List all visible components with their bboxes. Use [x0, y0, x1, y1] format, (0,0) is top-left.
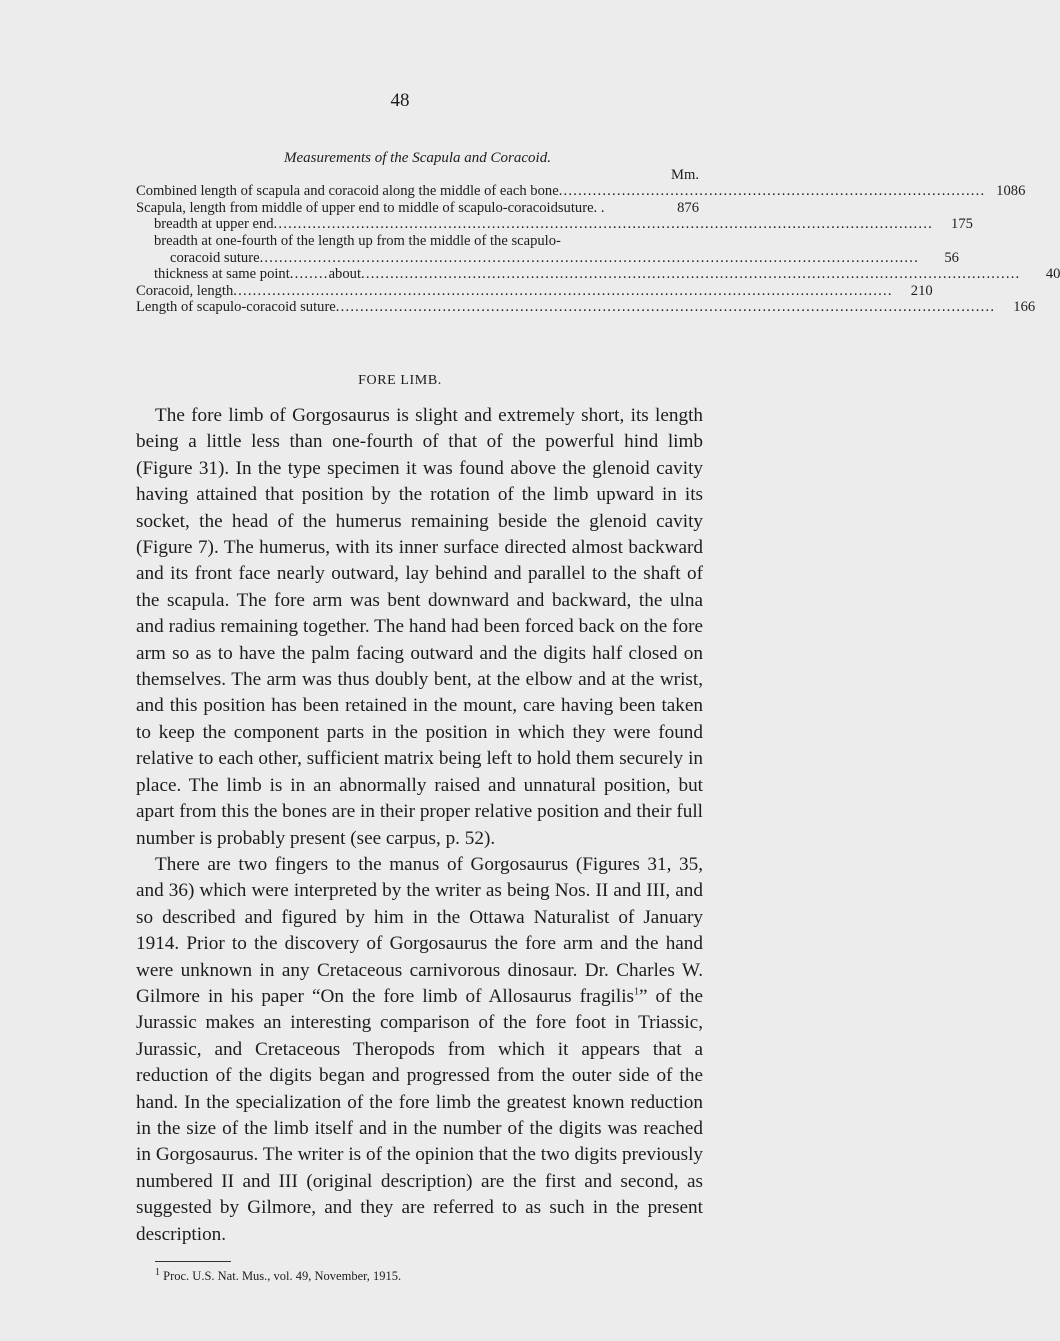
paragraph	[136, 852, 703, 1248]
row-label: Length of scapulo-coracoid suture	[136, 299, 336, 316]
row-value: 166	[1013, 299, 1036, 316]
table-row	[136, 183, 1026, 200]
measurements-table	[136, 150, 1060, 316]
table-row	[136, 249, 959, 267]
row-value: 56	[944, 249, 959, 266]
table-title: Measurements of the Scapula and Coracoid.	[284, 150, 551, 166]
footnote-divider	[155, 1261, 231, 1262]
row-value: 175	[951, 216, 973, 233]
table-row	[136, 282, 933, 300]
leader-dots: ........................................................................................................................................	[233, 282, 893, 299]
leader-dots: ........	[289, 266, 329, 283]
footnote-marker: 1	[155, 1266, 160, 1278]
paragraph-text: ” of the Jurassic makes an interesting comparison of the fore foot in Triassic, Jurassic, and Cretaceous Theropods from which it appears that a reduction of the digits began and progressed from the outer side of the hand. In the specialization of the fore limb the greatest known reduction in the size of the limb itself and in the number of the digits was reached in Gorgosaurus. The writer is of the opinion that the two digits previously numbered II and III (original description) are the first and second, as suggested by Gilmore, and they are referred to as such in the present description.	[136, 985, 703, 1245]
footnote	[155, 1266, 402, 1284]
row-label: thickness at same point	[154, 266, 290, 283]
row-label: breadth at one-fourth of the length up from the middle of the scapulo-	[154, 232, 561, 249]
row-qualifier: about	[328, 266, 362, 283]
row-label: Coracoid, length	[136, 282, 234, 299]
row-label: Scapula, length from middle of upper end to middle of scapulo-coracoidsuture. .	[136, 199, 605, 216]
footnote-reference: 1	[634, 986, 639, 998]
paragraph: The fore limb of Gorgosaurus is slight and extremely short, its length being a little less than one-fourth of that of the powerful hind limb (Figure 31). In the type specimen it was found above the glenoid cavity having attained that position by the rotation of the limb upward in its socket, the head of the humerus remaining beside the glenoid cavity (Figure 7). The humerus, with its inner surface directed almost backward and its front face nearly outward, lay behind and parallel to the shaft of the scapula. The fore arm was bent downward and backward, the ulna and radius remaining together. The hand had been forced back on the fore arm so as to have the palm facing outward and the digits half closed on themselves. The arm was thus doubly bent, at the elbow and at the wrist, and this position has been retained in the mount, care having been taken to keep the component parts in the position in which they were found relative to each other, sufficient matrix being left to hold them securely in place. The limb is in an abnormally raised and unnatural position, but apart from this the bones are in their proper relative position and their full number is probably present (see carpus, p. 52).	[136, 405, 703, 849]
unit-header: Mm.	[671, 166, 699, 183]
footnote-text: Proc. U.S. Nat. Mus., vol. 49, November, 1915.	[163, 1269, 402, 1283]
row-label: Combined length of scapula and coracoid along the middle of each bone	[136, 183, 559, 200]
page-number: 48	[390, 90, 410, 111]
body-text	[136, 403, 703, 1248]
table-row	[136, 299, 1036, 316]
row-value: 40	[1045, 266, 1060, 283]
row-value: 210	[910, 282, 933, 299]
leader-dots: ........................................................................................................................................	[361, 266, 1021, 283]
leader-dots: ........................................................................................................................................	[335, 299, 996, 316]
section-heading: FORE LIMB.	[358, 373, 442, 388]
leader-dots: ........................................................................................................................................	[259, 249, 919, 266]
row-value: 1086	[996, 183, 1026, 200]
table-row	[136, 266, 1060, 283]
leader-dots: ........................................................................................	[558, 183, 986, 200]
row-value: 876	[677, 199, 699, 216]
paragraph-text: There are two fingers to the manus of Gorgosaurus (Figures 31, 35, and 36) which were interpreted by the writer as being Nos. II and III, and so described and figured by him in the Ottawa Naturalist of January 1914. Prior to the discovery of Gorgosaurus the fore arm and the hand were unknown in any Cretaceous carnivorous dinosaur. Dr. Charles W. Gilmore in his paper “On the fore limb of Allosaurus fragilis	[136, 853, 703, 1007]
table-row	[136, 200, 699, 217]
row-label: breadth at upper end	[154, 216, 274, 233]
row-label: coracoid suture	[170, 249, 260, 266]
table-row	[136, 216, 973, 233]
table-row	[136, 233, 699, 250]
leader-dots: ........................................................................................................................................	[273, 216, 933, 233]
